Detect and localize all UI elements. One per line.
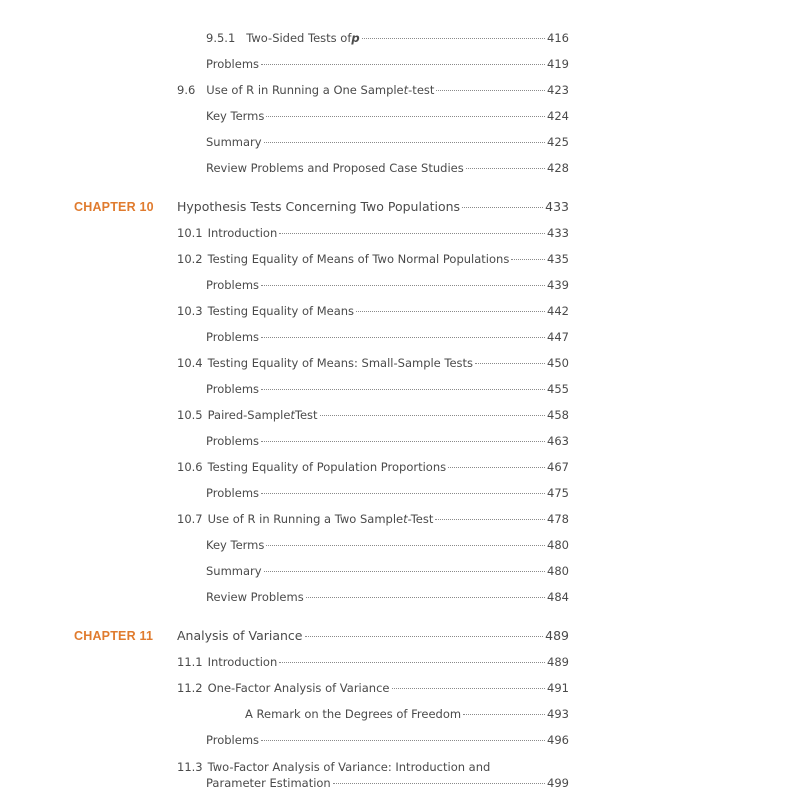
toc-entry-9-6[interactable] xyxy=(177,82,569,98)
entry-title: Problems xyxy=(206,733,260,747)
toc-entry-10-3[interactable] xyxy=(177,303,569,319)
entry-title-symbol: t xyxy=(290,408,295,422)
dot-leader xyxy=(356,311,545,312)
entry-title: Key Terms xyxy=(206,538,265,552)
page-number: 442 xyxy=(547,304,569,318)
toc-entry-11-3-line2[interactable] xyxy=(206,775,569,791)
entry-title: Testing Equality of Means xyxy=(207,304,355,318)
entry-title: Problems xyxy=(206,330,260,344)
toc-entry-key-terms[interactable] xyxy=(206,537,569,553)
entry-title: Testing Equality of Means of Two Normal Populations xyxy=(207,252,510,266)
dot-leader xyxy=(392,688,546,689)
section-number: 10.7 xyxy=(177,512,203,526)
entry-title: Introduction xyxy=(207,655,278,669)
entry-title: Two-Sided Tests of xyxy=(246,31,352,45)
page-number: 489 xyxy=(545,628,569,643)
toc-entry-problems[interactable] xyxy=(206,433,569,449)
entry-title: Testing Equality of Means: Small-Sample Tests xyxy=(207,356,474,370)
toc-entry-10-7[interactable] xyxy=(177,511,569,527)
section-number: 9.5.1 xyxy=(206,31,236,45)
dot-leader xyxy=(463,714,545,715)
dot-leader xyxy=(436,90,545,91)
dot-leader xyxy=(266,116,545,117)
page-number: 475 xyxy=(547,486,569,500)
entry-title: Key Terms xyxy=(206,109,265,123)
section-number: 10.1 xyxy=(177,226,203,240)
page-number: 499 xyxy=(547,776,569,790)
page-number: 450 xyxy=(547,356,569,370)
page-number: 458 xyxy=(547,408,569,422)
toc-entry-degrees-of-freedom[interactable] xyxy=(245,706,569,722)
dot-leader xyxy=(462,207,543,208)
entry-title-suffix: -Test xyxy=(407,512,434,526)
page-number: 423 xyxy=(547,83,569,97)
entry-title-symbol: t xyxy=(403,512,408,526)
entry-title: Testing Equality of Population Proportions xyxy=(207,460,447,474)
page-number: 467 xyxy=(547,460,569,474)
chapter-11-heading[interactable] xyxy=(177,628,569,644)
dot-leader xyxy=(435,519,545,520)
page-number: 493 xyxy=(547,707,569,721)
entry-title: Paired-Sample xyxy=(207,408,291,422)
entry-title: A Remark on the Degrees of Freedom xyxy=(245,707,462,721)
section-number: 11.3 xyxy=(177,760,203,774)
toc-entry-10-2[interactable] xyxy=(177,251,569,267)
page-number: 416 xyxy=(547,31,569,45)
entry-title: Introduction xyxy=(207,226,278,240)
toc-entry-problems[interactable] xyxy=(206,381,569,397)
toc-entry-10-6[interactable] xyxy=(177,459,569,475)
entry-title: Problems xyxy=(206,382,260,396)
section-number: 10.4 xyxy=(177,356,203,370)
entry-title-suffix: -test xyxy=(408,83,435,97)
page-number: 496 xyxy=(547,733,569,747)
section-number: 9.6 xyxy=(177,83,196,97)
chapter-11-label: CHAPTER 11 xyxy=(74,629,154,643)
dot-leader xyxy=(279,233,545,234)
dot-leader xyxy=(261,337,545,338)
page-number: 433 xyxy=(547,226,569,240)
toc-entry-problems[interactable] xyxy=(206,732,569,748)
toc-entry-problems[interactable] xyxy=(206,56,569,72)
toc-entry-11-1[interactable] xyxy=(177,654,569,670)
page-number: 463 xyxy=(547,434,569,448)
toc-entry-11-3-line1[interactable] xyxy=(177,759,569,775)
page-number: 447 xyxy=(547,330,569,344)
toc-entry-review-problems[interactable] xyxy=(206,589,569,605)
page-number: 480 xyxy=(547,564,569,578)
toc-entry-10-1[interactable] xyxy=(177,225,569,241)
page-number: 491 xyxy=(547,681,569,695)
page-number: 435 xyxy=(547,252,569,266)
toc-entry-10-5[interactable] xyxy=(177,407,569,423)
entry-title: Use of R in Running a One Sample xyxy=(206,83,404,97)
chapter-10-heading[interactable] xyxy=(177,199,569,215)
dot-leader xyxy=(261,740,545,741)
entry-title: Summary xyxy=(206,135,262,149)
page-number: 439 xyxy=(547,278,569,292)
page-number: 424 xyxy=(547,109,569,123)
section-number: 10.6 xyxy=(177,460,203,474)
toc-entry-problems[interactable] xyxy=(206,485,569,501)
page-number: 484 xyxy=(547,590,569,604)
dot-leader xyxy=(333,783,545,784)
entry-title: Two-Factor Analysis of Variance: Introduction and xyxy=(207,760,491,774)
page-number: 428 xyxy=(547,161,569,175)
page-number: 489 xyxy=(547,655,569,669)
chapter-10-label: CHAPTER 10 xyxy=(74,200,154,214)
toc-entry-summary[interactable] xyxy=(206,563,569,579)
entry-title: Problems xyxy=(206,57,260,71)
toc-entry-9-5-1[interactable] xyxy=(206,30,569,46)
dot-leader xyxy=(362,38,545,39)
toc-entry-key-terms[interactable] xyxy=(206,108,569,124)
dot-leader xyxy=(261,64,545,65)
dot-leader xyxy=(261,389,545,390)
page-number: 455 xyxy=(547,382,569,396)
dot-leader xyxy=(261,493,545,494)
toc-entry-problems[interactable] xyxy=(206,277,569,293)
dot-leader xyxy=(266,545,545,546)
entry-title-symbol: p xyxy=(351,31,360,45)
dot-leader xyxy=(264,571,545,572)
entry-title: Problems xyxy=(206,434,260,448)
toc-entry-problems[interactable] xyxy=(206,329,569,345)
section-number: 11.1 xyxy=(177,655,203,669)
chapter-title: Hypothesis Tests Concerning Two Populations xyxy=(177,199,461,214)
dot-leader xyxy=(306,597,545,598)
entry-title: Review Problems and Proposed Case Studies xyxy=(206,161,464,175)
page-number: 419 xyxy=(547,57,569,71)
dot-leader xyxy=(264,142,545,143)
dot-leader xyxy=(279,662,545,663)
entry-title-symbol: t xyxy=(403,83,409,97)
dot-leader xyxy=(448,467,545,468)
dot-leader xyxy=(261,285,545,286)
section-number: 11.2 xyxy=(177,681,203,695)
dot-leader xyxy=(511,259,545,260)
toc-entry-11-2[interactable] xyxy=(177,680,569,696)
dot-leader xyxy=(466,168,545,169)
page-number: 480 xyxy=(547,538,569,552)
entry-title: One-Factor Analysis of Variance xyxy=(207,681,390,695)
dot-leader xyxy=(305,636,544,637)
entry-title-suffix: Test xyxy=(294,408,318,422)
page-number: 478 xyxy=(547,512,569,526)
page-number: 433 xyxy=(545,199,569,214)
section-number: 10.2 xyxy=(177,252,203,266)
entry-title: Problems xyxy=(206,278,260,292)
entry-title: Summary xyxy=(206,564,262,578)
toc-entry-10-4[interactable] xyxy=(177,355,569,371)
entry-title: Problems xyxy=(206,486,260,500)
page-number: 425 xyxy=(547,135,569,149)
section-number: 10.3 xyxy=(177,304,203,318)
dot-leader xyxy=(475,363,545,364)
chapter-title: Analysis of Variance xyxy=(177,628,303,643)
toc-entry-review-problems-case-studies[interactable] xyxy=(206,160,569,176)
entry-title: Review Problems xyxy=(206,590,304,604)
entry-title-continued: Parameter Estimation xyxy=(206,776,331,790)
toc-entry-summary[interactable] xyxy=(206,134,569,150)
dot-leader xyxy=(261,441,545,442)
dot-leader xyxy=(320,415,545,416)
section-number: 10.5 xyxy=(177,408,203,422)
entry-title: Use of R in Running a Two Sample xyxy=(207,512,404,526)
